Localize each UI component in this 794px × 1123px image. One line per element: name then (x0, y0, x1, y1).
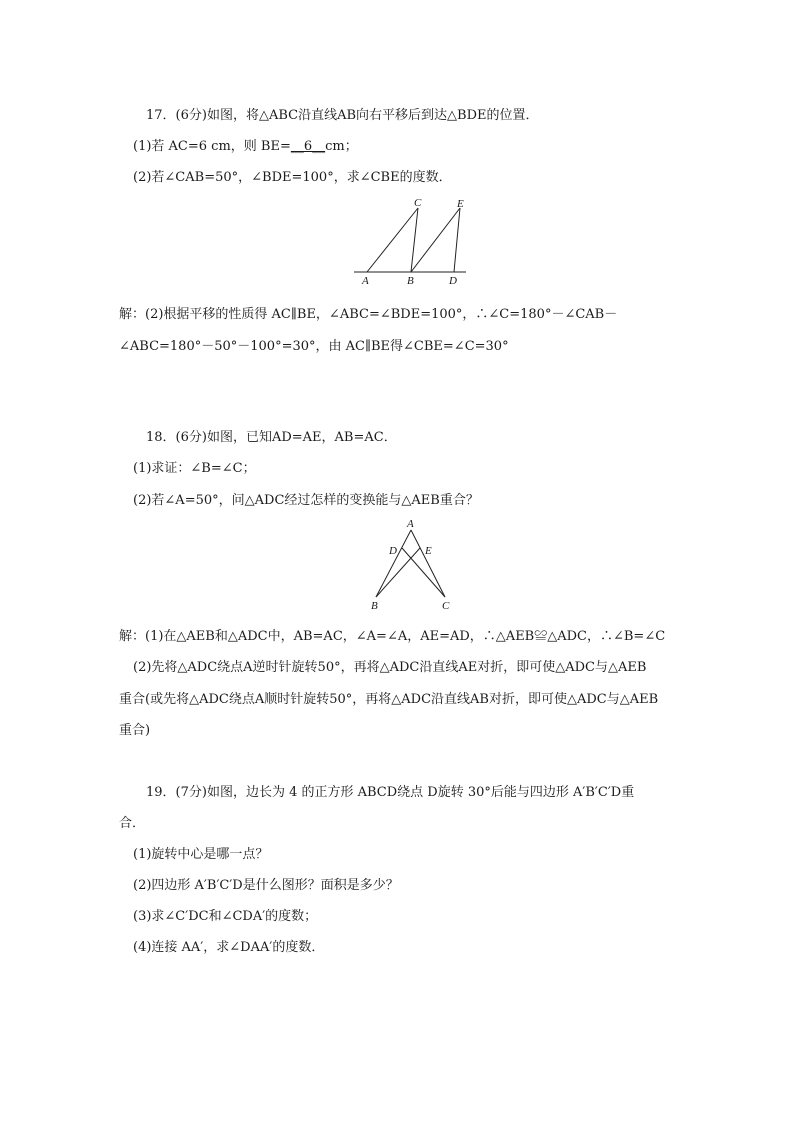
q17-segment-ac (367, 208, 418, 272)
q17-segment-ed (454, 208, 460, 272)
q17-part1-unit: cm； (325, 139, 358, 154)
q17-segment-cb (411, 208, 418, 272)
q18-title: 18．(6分)如图，已知AD=AE，AB=AC． (146, 430, 397, 445)
q17-label-e: E (457, 198, 464, 210)
q18-label-d: D (389, 545, 397, 557)
q17-translation-diagram (350, 196, 470, 288)
q19-title-line2: 合． (119, 816, 146, 831)
q17-label-c: C (414, 197, 422, 209)
q18-solution-line2: (2)先将△ADC绕点A逆时针旋转50°，再将△ADC沿直线AE对折，即可使△ADC与△AEB (133, 660, 647, 675)
q18-label-e: E (425, 545, 432, 557)
q18-solution-line1: 解：(1)在△AEB和△ADC中，AB=AC，∠A=∠A，AE=AD，∴△AEB≌△ADC，∴∠B=∠C (119, 629, 666, 644)
q18-part2: (2)若∠A=50°，问△ADC经过怎样的变换能与△AEB重合？ (133, 493, 479, 508)
q17-part1-text: (1)若 AC=6 cm，则 BE= (133, 139, 291, 154)
q17-figure (350, 196, 470, 288)
q17-label-b: B (407, 275, 414, 287)
q17-segment-be (411, 208, 460, 272)
q17-answer-blank: __6__ (290, 139, 326, 154)
q19-part1: (1)旋转中心是哪一点？ (133, 847, 269, 862)
q18-label-c: C (442, 600, 450, 612)
q17-part1 (133, 135, 358, 154)
q17-part2: (2)若∠CAB=50°，∠BDE=100°，求∠CBE的度数． (133, 170, 452, 185)
q19-part2: (2)四边形 A′B′C′D是什么图形？面积是多少？ (133, 878, 399, 893)
q17-label-a: A (362, 275, 369, 287)
q18-congruent-triangles-diagram (362, 517, 462, 613)
q19-part4: (4)连接 AA′，求∠DAA′的度数． (133, 940, 325, 955)
q18-label-b: B (371, 600, 378, 612)
q18-solution-line3: 重合(或先将△ADC绕点A顺时针旋转50°，再将△ADC沿直线AB对折，即可使△ADC与△AEB (119, 692, 659, 707)
q17-label-d: D (449, 275, 457, 287)
q17-solution-line1: 解：(2)根据平移的性质得 AC∥BE，∠ABC=∠BDE=100°，∴∠C=180°－∠CAB－ (119, 307, 618, 322)
q19-part3: (3)求∠C′DC和∠CDA′的度数； (133, 909, 318, 924)
q18-figure (362, 517, 462, 613)
q19-title-line1: 19．(7分)如图，边长为 4 的正方形 ABCD绕点 D旋转 30°后能与四边形 A′B′C′D重 (146, 785, 635, 800)
q17-solution-line2: ∠ABC=180°－50°－100°=30°，由 AC∥BE得∠CBE=∠C=30° (119, 339, 509, 354)
q18-label-a: A (407, 518, 414, 530)
q18-part1: (1)求证：∠B=∠C； (133, 461, 256, 476)
q17-title: 17．(6分)如图，将△ABC沿直线AB向右平移后到达△BDE的位置． (146, 108, 539, 123)
q18-solution-line4: 重合) (119, 723, 151, 738)
